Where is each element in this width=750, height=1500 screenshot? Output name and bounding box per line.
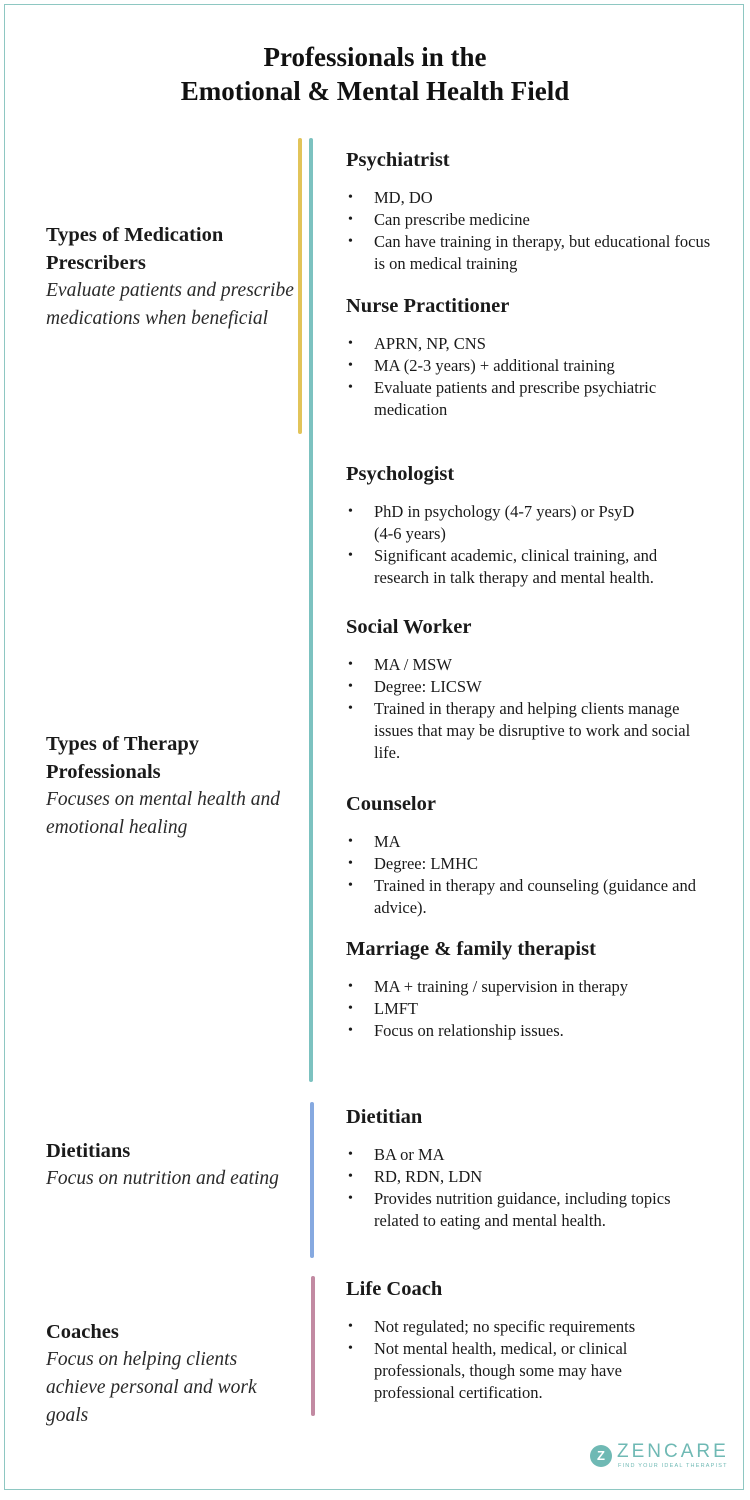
profession-psychiatrist <box>346 147 716 275</box>
bullet-item: • MA <box>346 831 716 853</box>
profession-title: Nurse Practitioner <box>346 295 510 317</box>
therapy-divider-bar <box>309 138 313 1082</box>
category-name: Types of Medication Prescribers <box>46 224 224 274</box>
category-medication-prescribers <box>46 221 296 333</box>
profession-bullets <box>346 976 716 1042</box>
bullet-item: • Can have training in therapy, but educational focus is on medical training <box>346 231 716 275</box>
category-name: Dietitians <box>46 1140 131 1162</box>
bullet-item: • MA (2-3 years) + additional training <box>346 355 716 377</box>
bullet-item: • MA / MSW <box>346 654 716 676</box>
profession-title: Dietitian <box>346 1106 423 1128</box>
coaches-divider-bar <box>311 1276 315 1416</box>
category-description: Focus on nutrition and eating <box>46 1168 279 1189</box>
category-description: Evaluate patients and prescribe medications when beneficial <box>46 280 294 329</box>
bullet-item: • APRN, NP, CNS <box>346 333 716 355</box>
page-title <box>0 40 750 108</box>
bullet-item: • RD, RDN, LDN <box>346 1166 716 1188</box>
bullet-item: • Not regulated; no specific requirements <box>346 1316 716 1338</box>
profession-bullets <box>346 831 716 919</box>
profession-bullets <box>346 187 716 275</box>
bullet-item: • Trained in therapy and helping clients manage issues that may be disruptive to work and social life. <box>346 698 704 764</box>
zencare-tagline: FIND YOUR IDEAL THERAPIST <box>618 1463 728 1469</box>
bullet-item: • LMFT <box>346 998 716 1020</box>
title-line-2: Emotional & Mental Health Field <box>180 76 570 106</box>
bullet-item: • Not mental health, medical, or clinical professionals, though some may have professional certification. <box>346 1338 674 1404</box>
profession-title: Psychiatrist <box>346 149 450 171</box>
category-dietitians <box>46 1137 296 1193</box>
zencare-wordmark: ZENCARE <box>617 1441 729 1462</box>
profession-bullets <box>346 333 716 421</box>
profession-title: Counselor <box>346 793 436 815</box>
profession-marriage-family-therapist <box>346 936 716 1042</box>
bullet-item: • PhD in psychology (4-7 years) or PsyD (4-6 years) <box>346 501 644 545</box>
category-coaches <box>46 1318 296 1430</box>
dietitians-divider-bar <box>310 1102 314 1258</box>
profession-psychologist <box>346 461 716 589</box>
category-name: Coaches <box>46 1321 119 1343</box>
category-description: Focus on helping clients achieve personal and work goals <box>46 1349 257 1426</box>
bullet-item: • Significant academic, clinical training, and research in talk therapy and mental health. <box>346 545 694 589</box>
profession-bullets <box>346 1316 716 1404</box>
zencare-logo <box>590 1441 729 1471</box>
bullet-item: • Trained in therapy and counseling (guidance and advice). <box>346 875 716 919</box>
bullet-item: • Provides nutrition guidance, including topics related to eating and mental health. <box>346 1188 716 1232</box>
profession-dietitian <box>346 1104 716 1232</box>
profession-counselor <box>346 791 716 919</box>
category-name: Types of Therapy Professionals <box>46 733 200 783</box>
profession-nurse-practitioner <box>346 293 716 421</box>
profession-bullets <box>346 1144 716 1232</box>
category-description: Focuses on mental health and emotional healing <box>46 789 280 838</box>
bullet-item: • MD, DO <box>346 187 716 209</box>
bullet-item: • Degree: LMHC <box>346 853 716 875</box>
title-line-1: Professionals in the <box>263 42 487 72</box>
bullet-item: • Degree: LICSW <box>346 676 716 698</box>
profession-bullets <box>346 501 716 589</box>
bullet-item: • MA + training / supervision in therapy <box>346 976 716 998</box>
medication-divider-bar <box>298 138 302 434</box>
bullet-item: • Can prescribe medicine <box>346 209 716 231</box>
profession-title: Psychologist <box>346 463 455 485</box>
bullet-item: • BA or MA <box>346 1144 716 1166</box>
zencare-logo-icon: Z <box>590 1445 612 1467</box>
profession-life-coach <box>346 1276 716 1404</box>
profession-title: Social Worker <box>346 616 472 638</box>
bullet-item: • Evaluate patients and prescribe psychiatric medication <box>346 377 716 421</box>
bullet-item: • Focus on relationship issues. <box>346 1020 716 1042</box>
profession-title: Marriage & family therapist <box>346 938 596 960</box>
category-therapy-professionals <box>46 730 296 842</box>
profession-title: Life Coach <box>346 1278 443 1300</box>
profession-social-worker <box>346 614 716 764</box>
profession-bullets <box>346 654 716 764</box>
